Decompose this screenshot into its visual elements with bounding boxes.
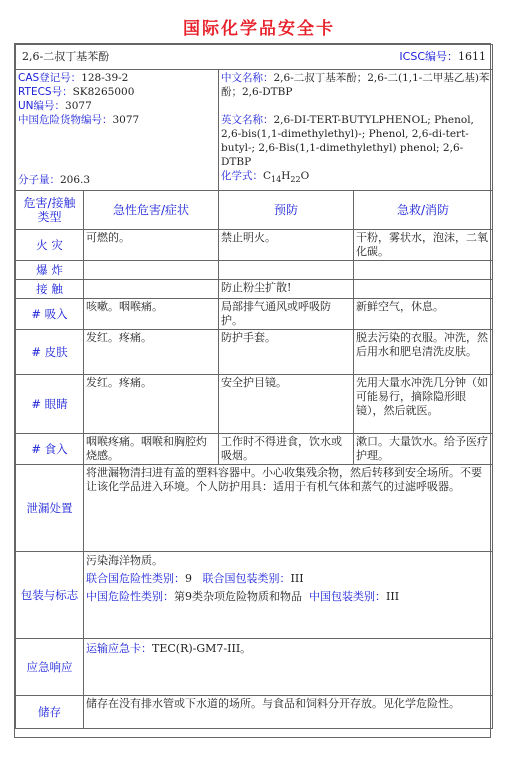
rtecs-label: RTECS号： [18, 86, 73, 98]
un-label: UN编号： [18, 100, 66, 112]
formula: $C_{14}H_{22}O$ [263, 170, 310, 184]
un-pack: III [290, 572, 304, 585]
firstaid-explosion [354, 261, 493, 280]
emergency-label: 应急响应 [16, 639, 84, 696]
row-fire [16, 230, 493, 261]
packaging-note: 污染海洋物质。 [86, 554, 163, 567]
type-eyes: # 眼睛 [16, 375, 84, 434]
identifiers-row [16, 70, 493, 191]
cn-danger-label: 中国危险货物编号： [18, 114, 113, 126]
header-row [16, 191, 493, 230]
firstaid-eyes: 先用大量水冲洗几分钟（如可能易行，摘除隐形眼镜），然后就医。 [354, 375, 493, 434]
name-row [16, 45, 493, 70]
cn-pack: III [386, 590, 400, 603]
firstaid-ingestion: 漱口。大量饮水。给予医疗护理。 [354, 434, 493, 465]
acute-eyes: 发红。疼痛。 [84, 375, 219, 434]
type-skin: # 皮肤 [16, 330, 84, 375]
cn-class-label: 中国危险性类别： [86, 590, 174, 603]
firstaid-fire: 干粉，雾状水，泡沫，二氧化碳。 [354, 230, 493, 261]
transport-card: TEC(R)-GM7-III。 [152, 642, 252, 655]
row-inhalation [16, 299, 493, 330]
spill-text: 将泄漏物清扫进有盖的塑料容器中。小心收集残余物，然后转移到安全场所。不要让该化学品进入环境。个人防护用具：适用于有机气体和蒸气的过滤呼吸器。 [84, 465, 493, 552]
rtecs-number: SK8265000 [72, 86, 135, 98]
prevention-fire: 禁止明火。 [219, 230, 354, 261]
prevention-ingestion: 工作时不得进食，饮水或吸烟。 [219, 434, 354, 465]
firstaid-inhalation: 新鲜空气，休息。 [354, 299, 493, 330]
cn-danger-number: 3077 [112, 114, 140, 126]
type-ingestion: # 食入 [16, 434, 84, 465]
header-prevention: 预防 [219, 191, 354, 230]
header-firstaid: 急救/消防 [354, 191, 493, 230]
type-contact: 接 触 [16, 280, 84, 299]
storage-text: 储存在没有排水管或下水道的场所。与食品和饲料分开存放。见化学危险性。 [84, 696, 493, 729]
cn-name-text: 2,6-二叔丁基苯酚；2,6-二(1,1-二甲基乙基)苯酚；2,6-DTBP [221, 72, 490, 98]
firstaid-contact [354, 280, 493, 299]
acute-contact [84, 280, 219, 299]
en-name-label: 英文名称： [221, 114, 274, 126]
un-number: 3077 [65, 100, 92, 112]
row-spill [16, 465, 493, 552]
chemical-name: 2,6-二叔丁基苯酚 [22, 50, 110, 63]
prevention-explosion [219, 261, 354, 280]
formula-label: 化学式： [221, 170, 263, 182]
un-class-label: 联合国危险性类别： [86, 572, 185, 585]
icsc-label: ICSC编号： [399, 50, 458, 63]
molecular-weight: 206.3 [60, 174, 91, 186]
un-pack-label: 联合国包装类别： [202, 572, 291, 585]
row-contact [16, 280, 493, 299]
type-explosion: 爆 炸 [16, 261, 84, 280]
row-storage [16, 696, 493, 729]
safety-card [14, 43, 491, 738]
prevention-skin: 防护手套。 [219, 330, 354, 375]
cas-number: 128-39-2 [81, 72, 129, 84]
acute-explosion [84, 261, 219, 280]
mw-label: 分子量： [18, 174, 60, 186]
header-type: 危害/接触类型 [16, 191, 84, 230]
type-inhalation: # 吸入 [16, 299, 84, 330]
icsc-number: 1611 [458, 50, 486, 63]
row-eyes [16, 375, 493, 434]
prevention-inhalation: 局部排气通风或呼吸防护。 [219, 299, 354, 330]
prevention-eyes: 安全护目镜。 [219, 375, 354, 434]
cn-class: 第9类杂项危险物质和物品 [174, 590, 302, 603]
storage-label: 储存 [16, 696, 84, 729]
row-packaging [16, 552, 493, 639]
un-class: 9 [185, 572, 192, 585]
prevention-contact: 防止粉尘扩散! [219, 280, 354, 299]
transport-card-label: 运输应急卡： [86, 642, 152, 655]
cn-pack-label: 中国包装类别： [309, 590, 386, 603]
acute-fire: 可燃的。 [84, 230, 219, 261]
row-skin [16, 330, 493, 375]
acute-skin: 发红。疼痛。 [84, 330, 219, 375]
en-name-text: 2,6-DI-TERT-BUTYLPHENOL; Phenol, 2,6-bis(1,1-dimethylethyl)-; Phenol, 2,6-di-tert-butyl-; 2,6-Bis(1,1-dimethylethyl) phenol; 2,6-DTBP [221, 114, 474, 168]
card-title: 国际化学品安全卡 [183, 19, 335, 39]
cas-label: CAS登记号： [18, 72, 82, 84]
packaging-label: 包装与标志 [16, 552, 84, 639]
header-acute: 急性危害/症状 [84, 191, 219, 230]
row-emergency [16, 639, 493, 696]
row-ingestion [16, 434, 493, 465]
cn-name-label: 中文名称： [221, 72, 274, 84]
row-explosion [16, 261, 493, 280]
acute-ingestion: 咽喉疼痛。咽喉和胸腔灼烧感。 [84, 434, 219, 465]
firstaid-skin: 脱去污染的衣服。冲洗，然后用水和肥皂清洗皮肤。 [354, 330, 493, 375]
card-table [15, 44, 493, 729]
spill-label: 泄漏处置 [16, 465, 84, 552]
acute-inhalation: 咳嗽。咽喉痛。 [84, 299, 219, 330]
type-fire: 火 灾 [16, 230, 84, 261]
